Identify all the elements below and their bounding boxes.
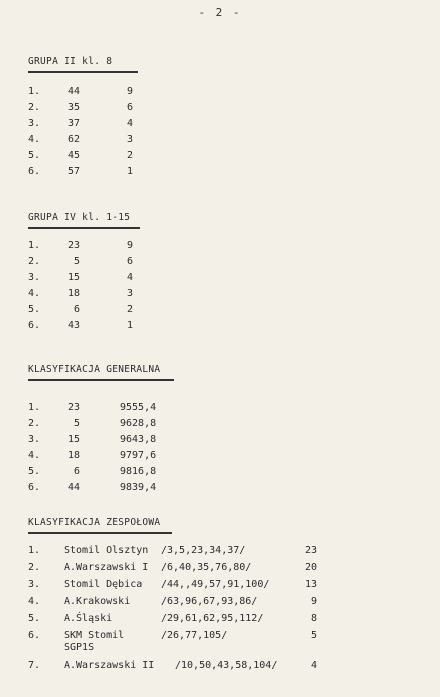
generalna-row5-a: 6 [73,466,80,477]
grupa4-row1-pos: 1. [28,240,41,251]
grupa4-row1-b: 9 [127,240,134,251]
zespolowa-row5-pos: 5. [28,613,41,624]
zespolowa-row7-pts: 4 [310,660,317,671]
zespolowa-row6-pts: 5 [310,630,317,641]
generalna-row3-pos: 3. [28,434,41,445]
grupa4-row4-b: 3 [127,288,134,299]
generalna-row3-b: 9643,8 [120,434,157,445]
generalna-row1-b: 9555,4 [120,402,157,413]
generalna-row2-pos: 2. [28,418,41,429]
grupa2-row5-pos: 5. [28,150,41,161]
zespolowa-row3-list: /44,,49,57,91,100/ [161,579,270,590]
grupa2-row6-pos: 6. [28,166,41,177]
zespolowa-row7-list: /10,50,43,58,104/ [175,660,278,671]
zespolowa-row6-list: /26,77,105/ [161,630,228,641]
grupa4-row4-pos: 4. [28,288,41,299]
grupa2-row4-a: 62 [67,134,80,145]
grupa4-row2-pos: 2. [28,256,41,267]
generalna-title: KLASYFIKACJA GENERALNA [28,364,161,375]
generalna-row3-a: 15 [67,434,80,445]
generalna-row1-pos: 1. [28,402,41,413]
zespolowa-row3-pts: 13 [304,579,317,590]
grupa4-underline [28,227,140,229]
grupa2-row4-b: 3 [127,134,134,145]
generalna-row5-b: 9816,8 [120,466,157,477]
zespolowa-row7-team: A.Warszawski II [64,660,155,671]
generalna-row4-b: 9797,6 [120,450,157,461]
generalna-underline [28,379,174,381]
grupa2-row1-pos: 1. [28,86,41,97]
grupa2-row5-a: 45 [67,150,80,161]
grupa4-row5-b: 2 [127,304,134,315]
zespolowa-row2-pts: 20 [304,562,317,573]
zespolowa-row1-pts: 23 [304,545,317,556]
grupa4-row2-b: 6 [127,256,134,267]
grupa2-row5-b: 2 [127,150,134,161]
zespolowa-row5-list: /29,61,62,95,112/ [161,613,264,624]
zespolowa-row1-pos: 1. [28,545,41,556]
zespolowa-row4-pts: 9 [310,596,317,607]
grupa2-title: GRUPA II kl. 8 [28,56,113,67]
grupa4-row3-b: 4 [127,272,134,283]
zespolowa-row2-list: /6,40,35,76,80/ [161,562,252,573]
zespolowa-underline [28,532,172,534]
generalna-row4-a: 18 [67,450,80,461]
zespolowa-row4-team: A.Krakowski [64,596,131,607]
grupa2-row4-pos: 4. [28,134,41,145]
grupa4-row3-a: 15 [67,272,80,283]
zespolowa-row4-list: /63,96,67,93,86/ [161,596,258,607]
grupa2-row3-pos: 3. [28,118,41,129]
grupa4-title: GRUPA IV kl. 1-15 [28,212,131,223]
generalna-row6-pos: 6. [28,482,41,493]
grupa4-row3-pos: 3. [28,272,41,283]
grupa4-row1-a: 23 [67,240,80,251]
zespolowa-row7-pos: 7. [28,660,41,671]
grupa2-row6-a: 57 [67,166,80,177]
generalna-row1-a: 23 [67,402,80,413]
grupa4-row2-a: 5 [73,256,80,267]
zespolowa-row2-team: A.Warszawski I [64,562,149,573]
zespolowa-row5-team: A.Śląski [64,613,113,624]
zespolowa-title: KLASYFIKACJA ZESPOŁOWA [28,517,161,528]
grupa4-row5-pos: 5. [28,304,41,315]
zespolowa-row6-pos: 6. [28,630,41,641]
grupa4-row6-a: 43 [67,320,80,331]
grupa2-row3-b: 4 [127,118,134,129]
zespolowa-row2-pos: 2. [28,562,41,573]
grupa2-row2-b: 6 [127,102,134,113]
generalna-row5-pos: 5. [28,466,41,477]
zespolowa-row6-team-line2: SGP1S [64,642,95,653]
generalna-row4-pos: 4. [28,450,41,461]
grupa2-row6-b: 1 [127,166,134,177]
grupa4-row6-pos: 6. [28,320,41,331]
zespolowa-row3-pos: 3. [28,579,41,590]
page-number: - 2 - [198,6,242,19]
zespolowa-row6-team: SKM Stomil [64,630,125,641]
zespolowa-row4-pos: 4. [28,596,41,607]
zespolowa-row3-team: Stomil Dębica [64,579,143,590]
grupa4-row4-a: 18 [67,288,80,299]
grupa4-row6-b: 1 [127,320,134,331]
generalna-row6-a: 44 [67,482,80,493]
zespolowa-row1-team: Stomil Olsztyn [64,545,149,556]
grupa4-row5-a: 6 [73,304,80,315]
generalna-row2-a: 5 [73,418,80,429]
grupa2-underline [28,71,138,73]
grupa2-row1-b: 9 [127,86,134,97]
grupa2-row1-a: 44 [67,86,80,97]
grupa2-row2-pos: 2. [28,102,41,113]
generalna-row2-b: 9628,8 [120,418,157,429]
zespolowa-row5-pts: 8 [310,613,317,624]
zespolowa-row1-list: /3,5,23,34,37/ [161,545,246,556]
grupa2-row3-a: 37 [67,118,80,129]
grupa2-row2-a: 35 [67,102,80,113]
generalna-row6-b: 9839,4 [120,482,157,493]
